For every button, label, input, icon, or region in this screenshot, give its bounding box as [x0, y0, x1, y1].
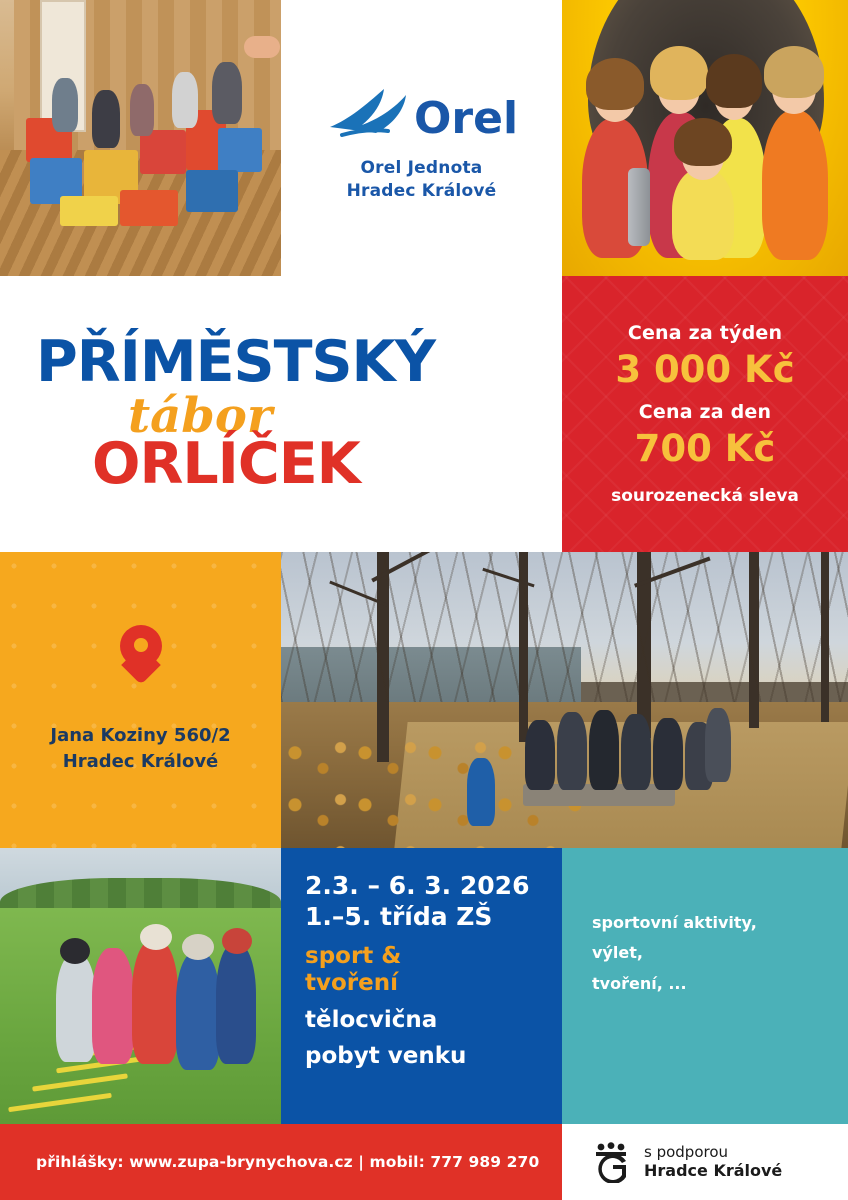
- activity-item: výlet,: [592, 943, 643, 963]
- child-figure: [172, 72, 198, 128]
- activity-item: sportovní aktivity,: [592, 913, 757, 932]
- title-line2: tábor: [128, 388, 273, 445]
- support-footer: [562, 1124, 848, 1200]
- svg-text:Orel: Orel: [413, 93, 518, 145]
- price-day-label: Cena za den: [638, 401, 772, 423]
- child-hair: [674, 118, 732, 166]
- organization-name: [347, 157, 497, 203]
- child-figure: [589, 710, 619, 790]
- child-figure: [52, 78, 78, 132]
- camp-place-line2: pobyt venku: [305, 1043, 467, 1070]
- child-figure: [92, 90, 120, 148]
- camp-place-line1: tělocvična: [305, 1006, 438, 1033]
- poster-title: [0, 276, 562, 552]
- address-text: [50, 723, 230, 775]
- foam-block: [60, 196, 118, 226]
- children-in-yellow-tent-photo: [562, 0, 848, 276]
- child-figure: [92, 948, 134, 1064]
- child-hair: [706, 54, 762, 108]
- foam-block: [140, 130, 186, 174]
- camp-grades: 1.–5. třída ZŠ: [305, 902, 493, 932]
- child-hair: [650, 46, 708, 100]
- hradec-kralove-crest-icon: [592, 1141, 634, 1183]
- child-hat: [140, 924, 172, 950]
- camp-info-block: [281, 848, 562, 1124]
- support-line2: Hradce Králové: [644, 1161, 783, 1181]
- child-figure: [130, 84, 154, 136]
- child-hat: [182, 934, 214, 960]
- child-figure: [525, 720, 555, 790]
- camp-highlight-line2: tvoření: [305, 970, 398, 997]
- price-block: [562, 276, 848, 552]
- support-line1: s podporou: [644, 1142, 729, 1161]
- foam-block: [120, 190, 178, 226]
- children-playing-foam-blocks-photo: [0, 0, 281, 276]
- contact-footer: [0, 1124, 562, 1200]
- thermos-bottle: [628, 168, 650, 246]
- adult-hand: [244, 36, 280, 58]
- address-block: [0, 552, 281, 848]
- org-name-line2: Hradec Králové: [346, 181, 497, 201]
- child-figure: [672, 168, 734, 260]
- price-week-value: 3 000 Kč: [615, 348, 795, 391]
- child-figure: [132, 940, 178, 1064]
- child-figure: [212, 62, 242, 124]
- child-hat: [222, 928, 252, 954]
- address-line2: Hradec Králové: [62, 751, 219, 772]
- map-pin-icon: [120, 625, 162, 681]
- title-line1: PŘÍMĚSTSKÝ: [36, 328, 435, 395]
- child-hair: [586, 58, 644, 110]
- child-figure: [56, 954, 96, 1062]
- activity-item: tvoření, ...: [592, 973, 687, 993]
- camp-dates: 2.3. – 6. 3. 2026: [305, 871, 530, 900]
- camp-highlight-line1: sport &: [305, 942, 402, 969]
- child-hat: [60, 938, 90, 964]
- child-figure: [176, 952, 220, 1070]
- children-group-in-autumn-park-photo: [281, 552, 848, 848]
- bare-branches-overlay: [281, 552, 848, 702]
- child-figure: [705, 708, 731, 782]
- child-figure: [621, 714, 651, 790]
- contact-text: přihlášky: www.zupa-brynychova.cz | mobil: 777 989 270: [36, 1153, 540, 1171]
- price-week-label: Cena za týden: [627, 322, 783, 344]
- child-figure: [762, 110, 828, 260]
- org-name-line1: Orel Jednota: [360, 158, 483, 179]
- child-hair: [764, 46, 824, 98]
- sibling-discount-note: sourozenecká sleva: [611, 486, 799, 506]
- address-line1: Jana Koziny 560/2: [50, 724, 231, 746]
- orel-logo-icon: [322, 73, 522, 151]
- child-figure: [216, 944, 256, 1064]
- title-line3: ORLÍČEK: [92, 431, 360, 498]
- children-agility-ladder-on-grass-photo: [0, 848, 281, 1124]
- support-text: [644, 1143, 782, 1182]
- child-figure: [653, 718, 683, 790]
- activities-block: [562, 848, 848, 1124]
- child-figure: [467, 758, 495, 826]
- foam-block: [186, 170, 238, 212]
- organization-logo-block: [281, 0, 562, 276]
- child-figure: [557, 712, 587, 790]
- price-day-value: 700 Kč: [634, 427, 776, 470]
- foam-block: [218, 128, 262, 172]
